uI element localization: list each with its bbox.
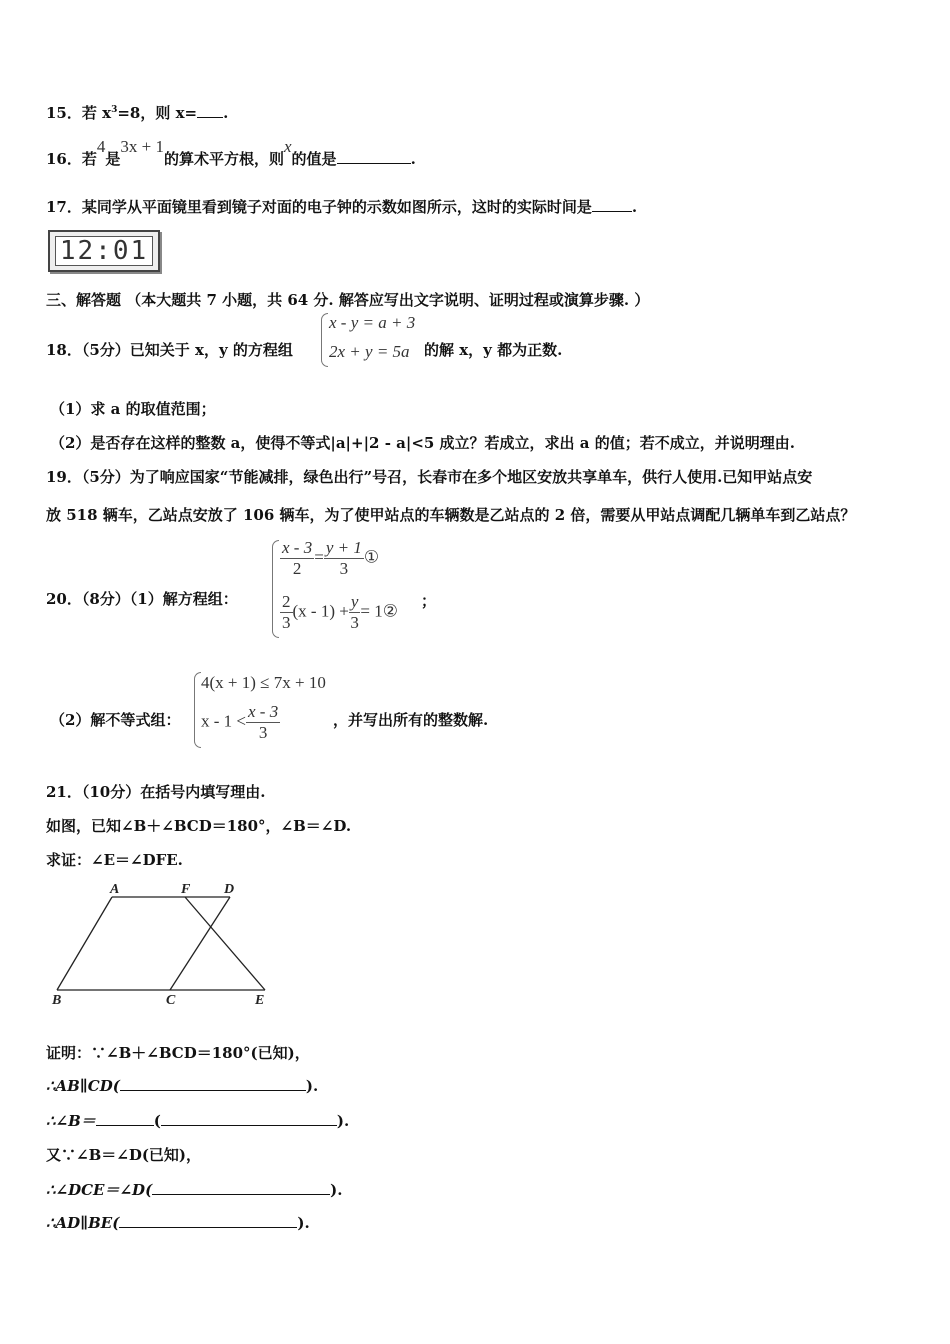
section-heading: 三、解答题 （本大题共 7 小题，共 64 分. 解答应写出文字说明、证明过程或演算步骤. ） (46, 291, 650, 309)
q15-text2: =8，则 x= (117, 104, 198, 122)
denominator: 3 (282, 613, 291, 632)
denominator: 3 (258, 723, 268, 742)
q16-four: 4 (96, 137, 106, 156)
q16-dot: . (410, 150, 416, 168)
q21-prove: 求证：∠E＝∠DFE. (46, 851, 183, 869)
label-D: D (224, 882, 235, 897)
reason-blank[interactable] (152, 1180, 330, 1195)
q15-var: x (102, 104, 112, 122)
q16-expr: 3x + 1 (120, 137, 164, 156)
clock-display: 12:01 (55, 236, 153, 266)
label-C: C (166, 993, 176, 1008)
q15-dot: . (223, 104, 229, 122)
numerator: x - 3 (282, 538, 313, 557)
q15-text: 若 (81, 104, 97, 122)
expr: (x - 1) + (292, 601, 349, 621)
angle-blank[interactable] (96, 1111, 154, 1126)
numerator: 2 (282, 592, 291, 611)
q18-text: 18．（5分）已知关于 x，y 的方程组 (46, 341, 293, 359)
text: ∴AB∥CD( (46, 1077, 120, 1095)
q21-title: 21．（10分）在括号内填写理由. (46, 783, 266, 801)
segment-AB (57, 897, 112, 990)
text: ( (153, 1112, 161, 1130)
q18-text2: 的解 x，y 都为正数. (424, 341, 563, 359)
q18-equation-2: 2x + y = 5a (329, 342, 410, 361)
q19-line1: 19．（5分）为了响应国家“节能减排，绿色出行”号召，长春市在多个地区安放共享单车，供行人使用.已知甲站点安 (46, 468, 813, 486)
text: ). (336, 1112, 350, 1130)
q16-is: 是 (105, 150, 121, 168)
q17-dot: . (631, 198, 638, 216)
q20-text: 20．（8分）（1）解方程组： (46, 590, 238, 608)
proof-line-3 (46, 1110, 349, 1131)
reason-blank[interactable] (161, 1111, 337, 1126)
segment-CD (170, 897, 230, 990)
q18-part2: （2）是否存在这样的整数 a，使得不等式|a|+|2 - a|<5 成立？若成立，求出 a 的值；若不成立，并说明理由. (50, 434, 795, 452)
numerator: y + 1 (325, 538, 362, 557)
q17-text: 17．某同学从平面镜里看到镜子对面的电子钟的示数如图所示，这时的实际时间是 (46, 198, 592, 216)
q20-inequality-1: 4(x + 1) ≤ 7x + 10 (201, 673, 326, 692)
denominator: 3 (339, 559, 349, 578)
text: ). (330, 1181, 343, 1199)
q21-given: 如图，已知∠B＋∠BCD＝180°，∠B＝∠D. (46, 817, 352, 835)
tag: ① (363, 547, 380, 567)
q16-text2: 的值是 (291, 150, 337, 168)
q20-part2-text: ，并写出所有的整数解. (333, 711, 489, 729)
q20-part2: （2）解不等式组： (50, 711, 181, 729)
reason-blank[interactable] (120, 1076, 306, 1091)
label-A: A (110, 882, 120, 897)
q15-exponent: 3 (111, 105, 118, 115)
lhs: x - 1 < (201, 711, 246, 731)
numerator: y (350, 592, 359, 611)
proof-line-1: 证明：∵∠B＋∠BCD＝180°(已知)， (46, 1044, 310, 1062)
denominator: 2 (292, 559, 302, 578)
proof-line-2 (46, 1076, 318, 1095)
tag: ② (382, 601, 398, 621)
q15-number: 15． (46, 104, 82, 122)
text: ∴∠DCE＝∠D( (46, 1181, 153, 1199)
label-B: B (52, 993, 62, 1008)
q18-part1: （1）求 a 的取值范围； (50, 400, 216, 418)
q16-text: 的算术平方根，则 (163, 150, 284, 168)
text: ∴∠B＝ (46, 1112, 96, 1130)
segment-FE (185, 897, 265, 990)
reason-blank[interactable] (119, 1213, 297, 1228)
q16-var: x (284, 137, 292, 156)
proof-line-4: 又∵∠B＝∠D(已知)， (46, 1146, 202, 1164)
text: ). (305, 1077, 319, 1095)
semicolon: ； (421, 592, 437, 610)
text: ∴AD∥BE( (46, 1214, 120, 1232)
proof-line-5 (46, 1179, 343, 1200)
q16-number: 16．若 (46, 150, 97, 168)
q18-equation-1: x - y = a + 3 (329, 313, 416, 332)
proof-line-6 (46, 1213, 310, 1232)
text: ). (297, 1214, 310, 1232)
denominator: 3 (350, 613, 359, 632)
label-F: F (181, 882, 191, 897)
equals: = (314, 547, 324, 567)
numerator: x - 3 (248, 702, 279, 721)
equals: = 1 (360, 601, 383, 621)
q19-line2: 放 518 辆车，乙站点安放了 106 辆车，为了使甲站点的车辆数是乙站点的 2 倍，需要从甲站点调配几辆单车到乙站点？ (46, 506, 856, 524)
label-E: E (255, 993, 265, 1008)
